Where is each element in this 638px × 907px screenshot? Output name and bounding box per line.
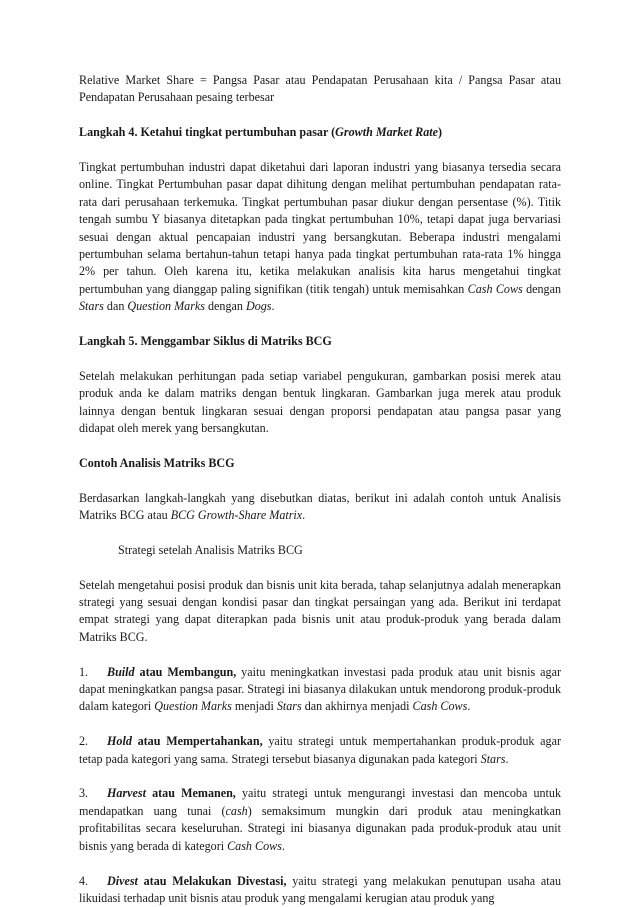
strategy-intro-paragraph: Setelah mengetahui posisi produk dan bisnis unit kita berada, tahap selanjutnya adalah menerapkan strategi yang sesuai dengan kondisi pasar dan tingkat persaingan yang ada. Berikut ini terdapat empat strategi yang dapat diterapkan pada bisnis unit atau produk-produk yang berada dalam Matriks BCG. [79,577,561,647]
strategy-text: yaitu strategi untuk mengurangi investasi dan mencoba untuk mendapatkan uang tunai ( [79,786,561,817]
example-paragraph [79,490,561,525]
strategy-item-divest [79,873,561,907]
term-bcg-growth-share-matrix: BCG Growth-Share Matrix [171,508,302,522]
step-4-paragraph [79,159,561,316]
strategy-item-hold [79,733,561,768]
strategy-text: yaitu strategi yang melakukan penutupan usaha atau likuidasi terhadap unit bisnis atau produk yang mengalami kerugian atau produk yang [79,874,561,905]
strategy-label: atau Membangun, [135,665,237,679]
strategy-item-build [79,664,561,716]
term-cash-cows: Cash Cows [468,282,523,296]
strategy-term: Divest [107,874,138,888]
strategy-text: ) semaksimum mungkin dari produk atau meningkatkan profitabilitas secara keseluruhan. Strategi ini biasanya digunakan pada produk-produk atau unit bisnis yang berada di kategori [79,804,561,853]
step-5-heading: Langkah 5. Menggambar Siklus di Matriks BCG [79,333,561,350]
step-4-text-dengan-2: dengan [205,299,246,313]
strategy-label: atau Memanen, [146,786,236,800]
strategy-text: dan akhirnya menjadi [302,699,413,713]
term-cash-cows: Cash Cows [413,699,468,713]
step-4-heading-close: ) [438,125,442,139]
strategy-text: yaitu strategi untuk mempertahankan produk-produk agar tetap pada kategori yang sama. Strategi tersebut biasanya digunakan pada kategori [79,734,561,765]
strategy-term: Harvest [107,786,146,800]
example-heading: Contoh Analisis Matriks BCG [79,455,561,472]
relative-market-share-formula: Relative Market Share = Pangsa Pasar atau Pendapatan Perusahaan kita / Pangsa Pasar atau Pendapatan Perusahaan pesaing terbesar [79,72,561,107]
strategy-term: Hold [107,734,132,748]
strategy-number: 4. [79,873,107,890]
strategy-title [107,786,236,800]
term-question-marks: Question Marks [127,299,205,313]
term-stars: Stars [79,299,104,313]
strategy-number: 1. [79,664,107,681]
strategy-text: yaitu meningkatkan investasi pada produk atau unit bisnis agar dapat meningkatkan pangsa pasar. Strategi ini biasanya dilakukan untuk mendorong produk-produk dalam kategori [79,665,561,714]
strategy-text-end: . [467,699,470,713]
step-4-heading-term: Growth Market Rate [335,125,438,139]
strategy-caption: Strategi setelah Analisis Matriks BCG [79,542,561,559]
step-4-body-text: Tingkat pertumbuhan industri dapat diketahui dari laporan industri yang biasanya tersedia secara online. Tingkat Pertumbuhan pasar dapat dihitung dengan melihat pertumbuhan pendapatan rata-rata dari perusahaan terkemuka. Tingkat pertumbuhan pasar diukur dengan persentase (%). Titik tengah sumbu Y biasanya ditetapkan pada tingkat pertumbuhan 10%, tetapi dapat juga bervariasi sesuai dengan aktual pencapaian industri yang bersangkutan. Beberapa industri mengalami pertumbuhan selama bertahun-tahun tetapi hanya pada tingkat pertumbuhan rata-rata 1% hingga 2% per tahun. Oleh karena itu, ketika melakukan analisis kita harus mengetahui tingkat pertumbuhan yang dianggap paling signifikan (titik tengah) untuk memisahkan [79,160,561,296]
strategy-title [107,874,286,888]
step-4-heading [79,124,561,141]
strategy-term: Build [107,665,135,679]
example-body-text: Berdasarkan langkah-langkah yang disebutkan diatas, berikut ini adalah contoh untuk Analisis Matriks BCG atau [79,491,561,522]
step-4-text-dan: dan [104,299,128,313]
strategy-number: 2. [79,733,107,750]
term-question-marks: Question Marks [154,699,232,713]
strategy-title [107,734,263,748]
step-5-paragraph: Setelah melakukan perhitungan pada setiap variabel pengukuran, gambarkan posisi merek atau produk anda ke dalam matriks dengan bentuk lingkaran. Gambarkan juga merek atau produk lainnya dengan bentuk lingkaran sesuai dengan proporsi pendapatan atau pangsa pasar yang didapat oleh merek yang bersangkutan. [79,368,561,438]
strategy-label: atau Mempertahankan, [132,734,263,748]
strategy-label: atau Melakukan Divestasi, [138,874,287,888]
term-stars: Stars [481,752,506,766]
strategy-title [107,665,236,679]
step-4-heading-open: ( [328,125,335,139]
step-4-text-dengan-1: dengan [523,282,561,296]
strategy-text-end: . [506,752,509,766]
example-end: . [302,508,305,522]
step-4-heading-text: Langkah 4. Ketahui tingkat pertumbuhan pasar [79,125,328,139]
strategy-number: 3. [79,785,107,802]
term-dogs: Dogs [246,299,272,313]
step-4-text-end: . [272,299,275,313]
strategy-text-end: . [282,839,285,853]
page-content [79,72,561,907]
strategy-text: menjadi [232,699,277,713]
strategy-item-harvest [79,785,561,855]
term-cash: cash [226,804,248,818]
term-cash-cows: Cash Cows [227,839,282,853]
term-stars: Stars [277,699,302,713]
